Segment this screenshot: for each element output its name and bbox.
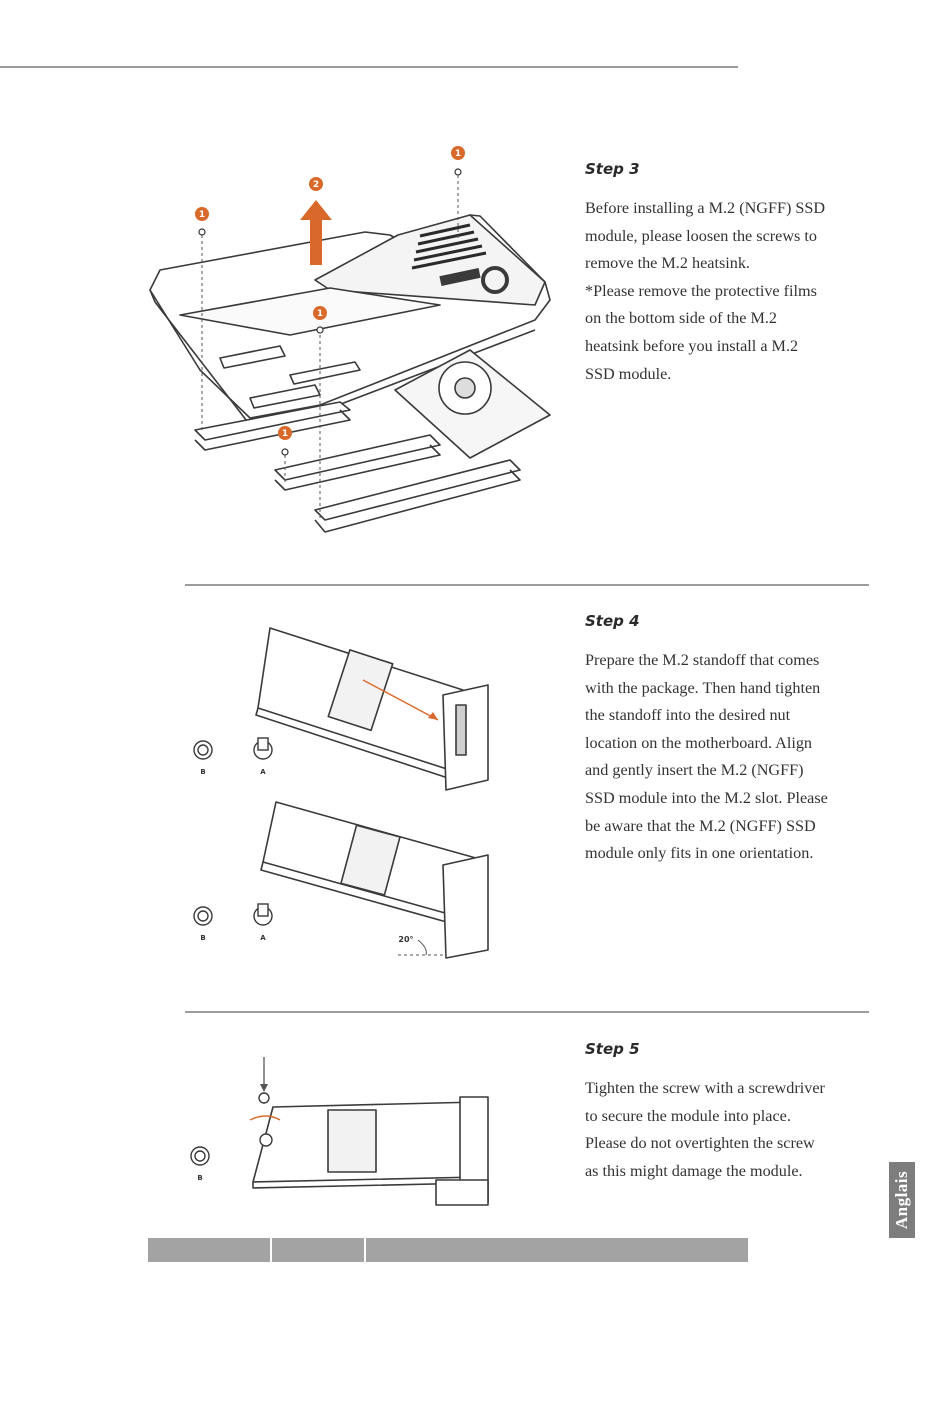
step5-figure: [188, 1052, 498, 1212]
step3-line: remove the M.2 heatsink.: [585, 254, 750, 273]
step4-line: be aware that the M.2 (NGFF) SSD: [585, 816, 816, 835]
angle-arc: [418, 940, 426, 955]
standoff-label-b: B: [200, 934, 206, 942]
footer-bar: [148, 1238, 748, 1262]
step3-line: *Please remove the protective films: [585, 281, 817, 300]
step3-title: Step 3: [585, 160, 640, 178]
callout-1-label: 1: [454, 149, 462, 159]
step5-line: as this might damage the module.: [585, 1161, 803, 1180]
standoff-label-a: A: [260, 934, 266, 942]
callout-1-label: 1: [316, 309, 324, 319]
step3-figure: [140, 140, 560, 550]
step4-line: location on the motherboard. Align: [585, 733, 813, 752]
ssd-insert-diagram: [188, 620, 498, 965]
callout-2-label: 2: [312, 180, 320, 190]
top-rule: [0, 66, 738, 68]
screw-icon: [259, 1093, 269, 1103]
step3-line: module, please loosen the screws to: [585, 226, 817, 245]
section-divider: [185, 1011, 869, 1013]
step3-block: [585, 160, 885, 388]
footer-bar-segment: [272, 1238, 364, 1262]
step4-figure: [188, 620, 498, 965]
language-tab-label: Anglais: [892, 1170, 912, 1230]
language-side-tab: [889, 1162, 915, 1238]
standoff-label-b: B: [200, 768, 206, 776]
step3-line: heatsink before you install a M.2: [585, 336, 799, 355]
step4-line: the standoff into the desired nut: [585, 706, 791, 725]
screw-tighten-diagram: [188, 1052, 498, 1212]
section-divider: [185, 584, 869, 586]
step3-line: Before installing a M.2 (NGFF) SSD: [585, 199, 826, 217]
heatsink-exploded-diagram: [140, 140, 560, 550]
step3-line: on the bottom side of the M.2: [585, 309, 777, 328]
standoff-label-b: B: [197, 1174, 203, 1182]
standoff-icon: [260, 1134, 272, 1146]
step3-text: [585, 195, 885, 388]
step4-line: with the package. Then hand tighten: [585, 678, 821, 697]
step4-text: [585, 647, 885, 868]
step5-line: Tighten the screw with a screwdriver: [585, 1079, 825, 1097]
callout-1-label: 1: [198, 210, 206, 220]
standoff-label-a: A: [260, 768, 266, 776]
step5-title: Step 5: [585, 1040, 640, 1058]
footer-bar-segment: [366, 1238, 748, 1262]
angle-label: 20°: [398, 935, 414, 944]
step5-line: Please do not overtighten the screw: [585, 1134, 815, 1153]
step4-line: Prepare the M.2 standoff that comes: [585, 651, 820, 669]
step5-line: to secure the module into place.: [585, 1106, 791, 1125]
step3-line: SSD module.: [585, 364, 672, 383]
step4-line: SSD module into the M.2 slot. Please: [585, 788, 828, 807]
step4-title: Step 4: [585, 612, 640, 630]
step4-block: [585, 612, 885, 868]
footer-bar-segment: [148, 1238, 270, 1262]
arrow-head-icon: [260, 1084, 268, 1092]
callout-1-label: 1: [281, 429, 289, 439]
step5-block: [585, 1040, 885, 1185]
step5-text: [585, 1075, 885, 1185]
step4-line: and gently insert the M.2 (NGFF): [585, 761, 804, 780]
step4-line: module only fits in one orientation.: [585, 844, 814, 863]
